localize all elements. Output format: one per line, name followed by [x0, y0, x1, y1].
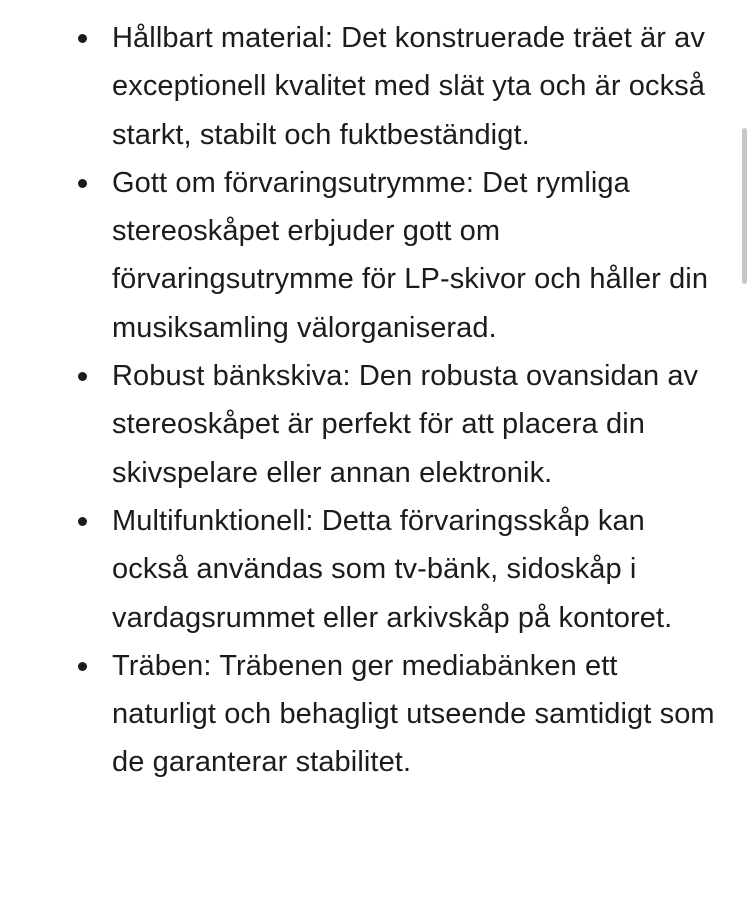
- feature-list: [0, 14, 735, 787]
- list-item: [0, 497, 735, 642]
- bullet-icon: [78, 662, 87, 671]
- list-item: [0, 352, 735, 497]
- list-item-text: Robust bänkskiva: Den robusta ovansidan av stereoskåpet är perfekt för att placera din skivspelare eller annan elektronik.: [112, 360, 699, 489]
- bullet-icon: [78, 179, 87, 188]
- list-item: [0, 159, 735, 352]
- list-item-text: Träben: Träbenen ger mediabänken ett naturligt och behagligt utseende samtidigt som de garanterar stabilitet.: [112, 649, 715, 779]
- list-item: [0, 642, 735, 787]
- scrollbar[interactable]: [739, 0, 749, 903]
- bullet-icon: [78, 372, 87, 381]
- list-item: [0, 14, 735, 159]
- scrollbar-thumb[interactable]: [742, 128, 747, 284]
- list-item-text: Gott om förvaringsutrymme: Det rymliga stereoskåpet erbjuder gott om förvaringsutrymme för LP-skivor och håller din musiksamling välorganiserad.: [112, 166, 709, 344]
- list-item-text: Multifunktionell: Detta förvaringsskåp kan också användas som tv-bänk, sidoskåp i vardagsrummet eller arkivskåp på kontoret.: [112, 504, 673, 634]
- bullet-icon: [78, 517, 87, 526]
- list-item-text: Hållbart material: Det konstruerade träet är av exceptionell kvalitet med slät yta och är också starkt, stabilt och fuktbeständigt.: [112, 22, 706, 151]
- bullet-icon: [78, 34, 87, 43]
